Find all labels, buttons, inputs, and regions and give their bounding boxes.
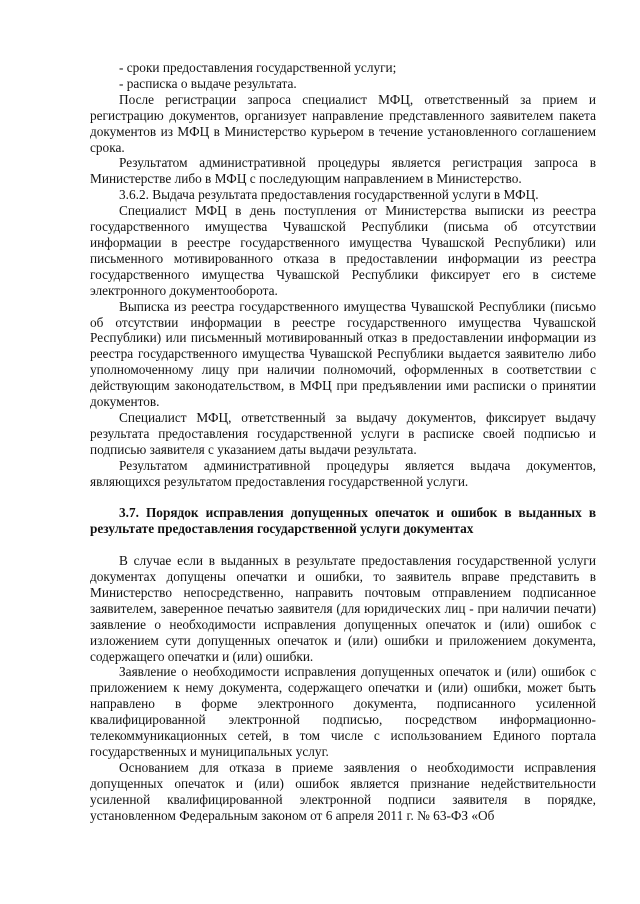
paragraph-registration: После регистрации запроса специалист МФЦ, ответственный за прием и регистрацию документов, организует направление представленного заявителем пакета документов из МФЦ в Министерство курьером в течение установленного соглашением срока.: [90, 91, 596, 155]
paragraph-procedure-result-registration: Результатом административной процедуры является регистрация запроса в Министерстве либо в МФЦ с последующим направлением в Министерство.: [90, 155, 596, 187]
paragraph-electronic-application: Заявление о необходимости исправления допущенных опечаток и (или) ошибок с приложением к нему документа, содержащего опечатки и (или) ошибки, может быть направлено в форме электронного документа, подписанного усиленной квалифицированной электронной подписью, посредством информационно-телекоммуникационных сетей, в том числе с использованием Единого портала государственных и муниципальных услуг.: [90, 664, 596, 759]
paragraph-refusal-grounds: Основанием для отказа в приеме заявления о необходимости исправления допущенных опечаток и (или) ошибок является признание недействительности усиленной квалифицированной электронной подписи заявителя в порядке, установленном Федеральным законом от 6 апреля 2011 г. № 63-ФЗ «Об: [90, 759, 596, 823]
paragraph-errors-application: В случае если в выданных в результате предоставления государственной услуги документах допущены опечатки и ошибки, то заявитель вправе представить в Министерство непосредственно, направить почтовым отправлением подписанное заявителем, заверенное печатью заявителя (для юридических лиц - при наличии печати) заявление о необходимости исправления допущенных опечаток и (или) ошибок с изложением сути допущенных опечаток и (или) ошибки и приложением документа, содержащего опечатки и (или) ошибки.: [90, 553, 596, 664]
paragraph-mfc-specialist-receipt: Специалист МФЦ в день поступления от Министерства выписки из реестра государственного имущества Чувашской Республики (письма об отсутствии информации в реестре государственного имущества Чувашской Республики) или письменного мотивированного отказа в предоставлении информации из реестра государственного имущества Чувашской Республики фиксирует его в системе электронного документооборота.: [90, 203, 596, 298]
section-3-7-heading: 3.7. Порядок исправления допущенных опечаток и ошибок в выданных в результате предоставления государственной услуги документах: [90, 505, 596, 537]
paragraph-issuance-recording: Специалист МФЦ, ответственный за выдачу документов, фиксирует выдачу результата предоставления государственной услуги в расписке своей подписью и подписью заявителя с указанием даты выдачи результата.: [90, 409, 596, 457]
list-item-receipt: - расписка о выдаче результата.: [119, 75, 297, 91]
paragraph-extract-issuance: Выписка из реестра государственного имущества Чувашской Республики (письмо об отсутствии информации в реестре государственного имущества Чувашской Республики) или письменный мотивированный отказ в предоставлении информации из реестра государственного имущества Чувашской Республики выдается заявителю либо уполномоченному лицу при наличии полномочий, оформленных в соответствии с действующим законодательством, в МФЦ при предъявлении ими расписки о принятии документов.: [90, 298, 596, 410]
paragraph-procedure-result-issuance: Результатом административной процедуры является выдача документов, являющихся результатом предоставления государственной услуги.: [90, 457, 596, 489]
document-page: [90, 60, 596, 823]
section-3-6-2-title: 3.6.2. Выдача результата предоставления государственной услуги в МФЦ.: [119, 187, 539, 203]
list-item-deadlines: - сроки предоставления государственной услуги;: [119, 60, 397, 75]
